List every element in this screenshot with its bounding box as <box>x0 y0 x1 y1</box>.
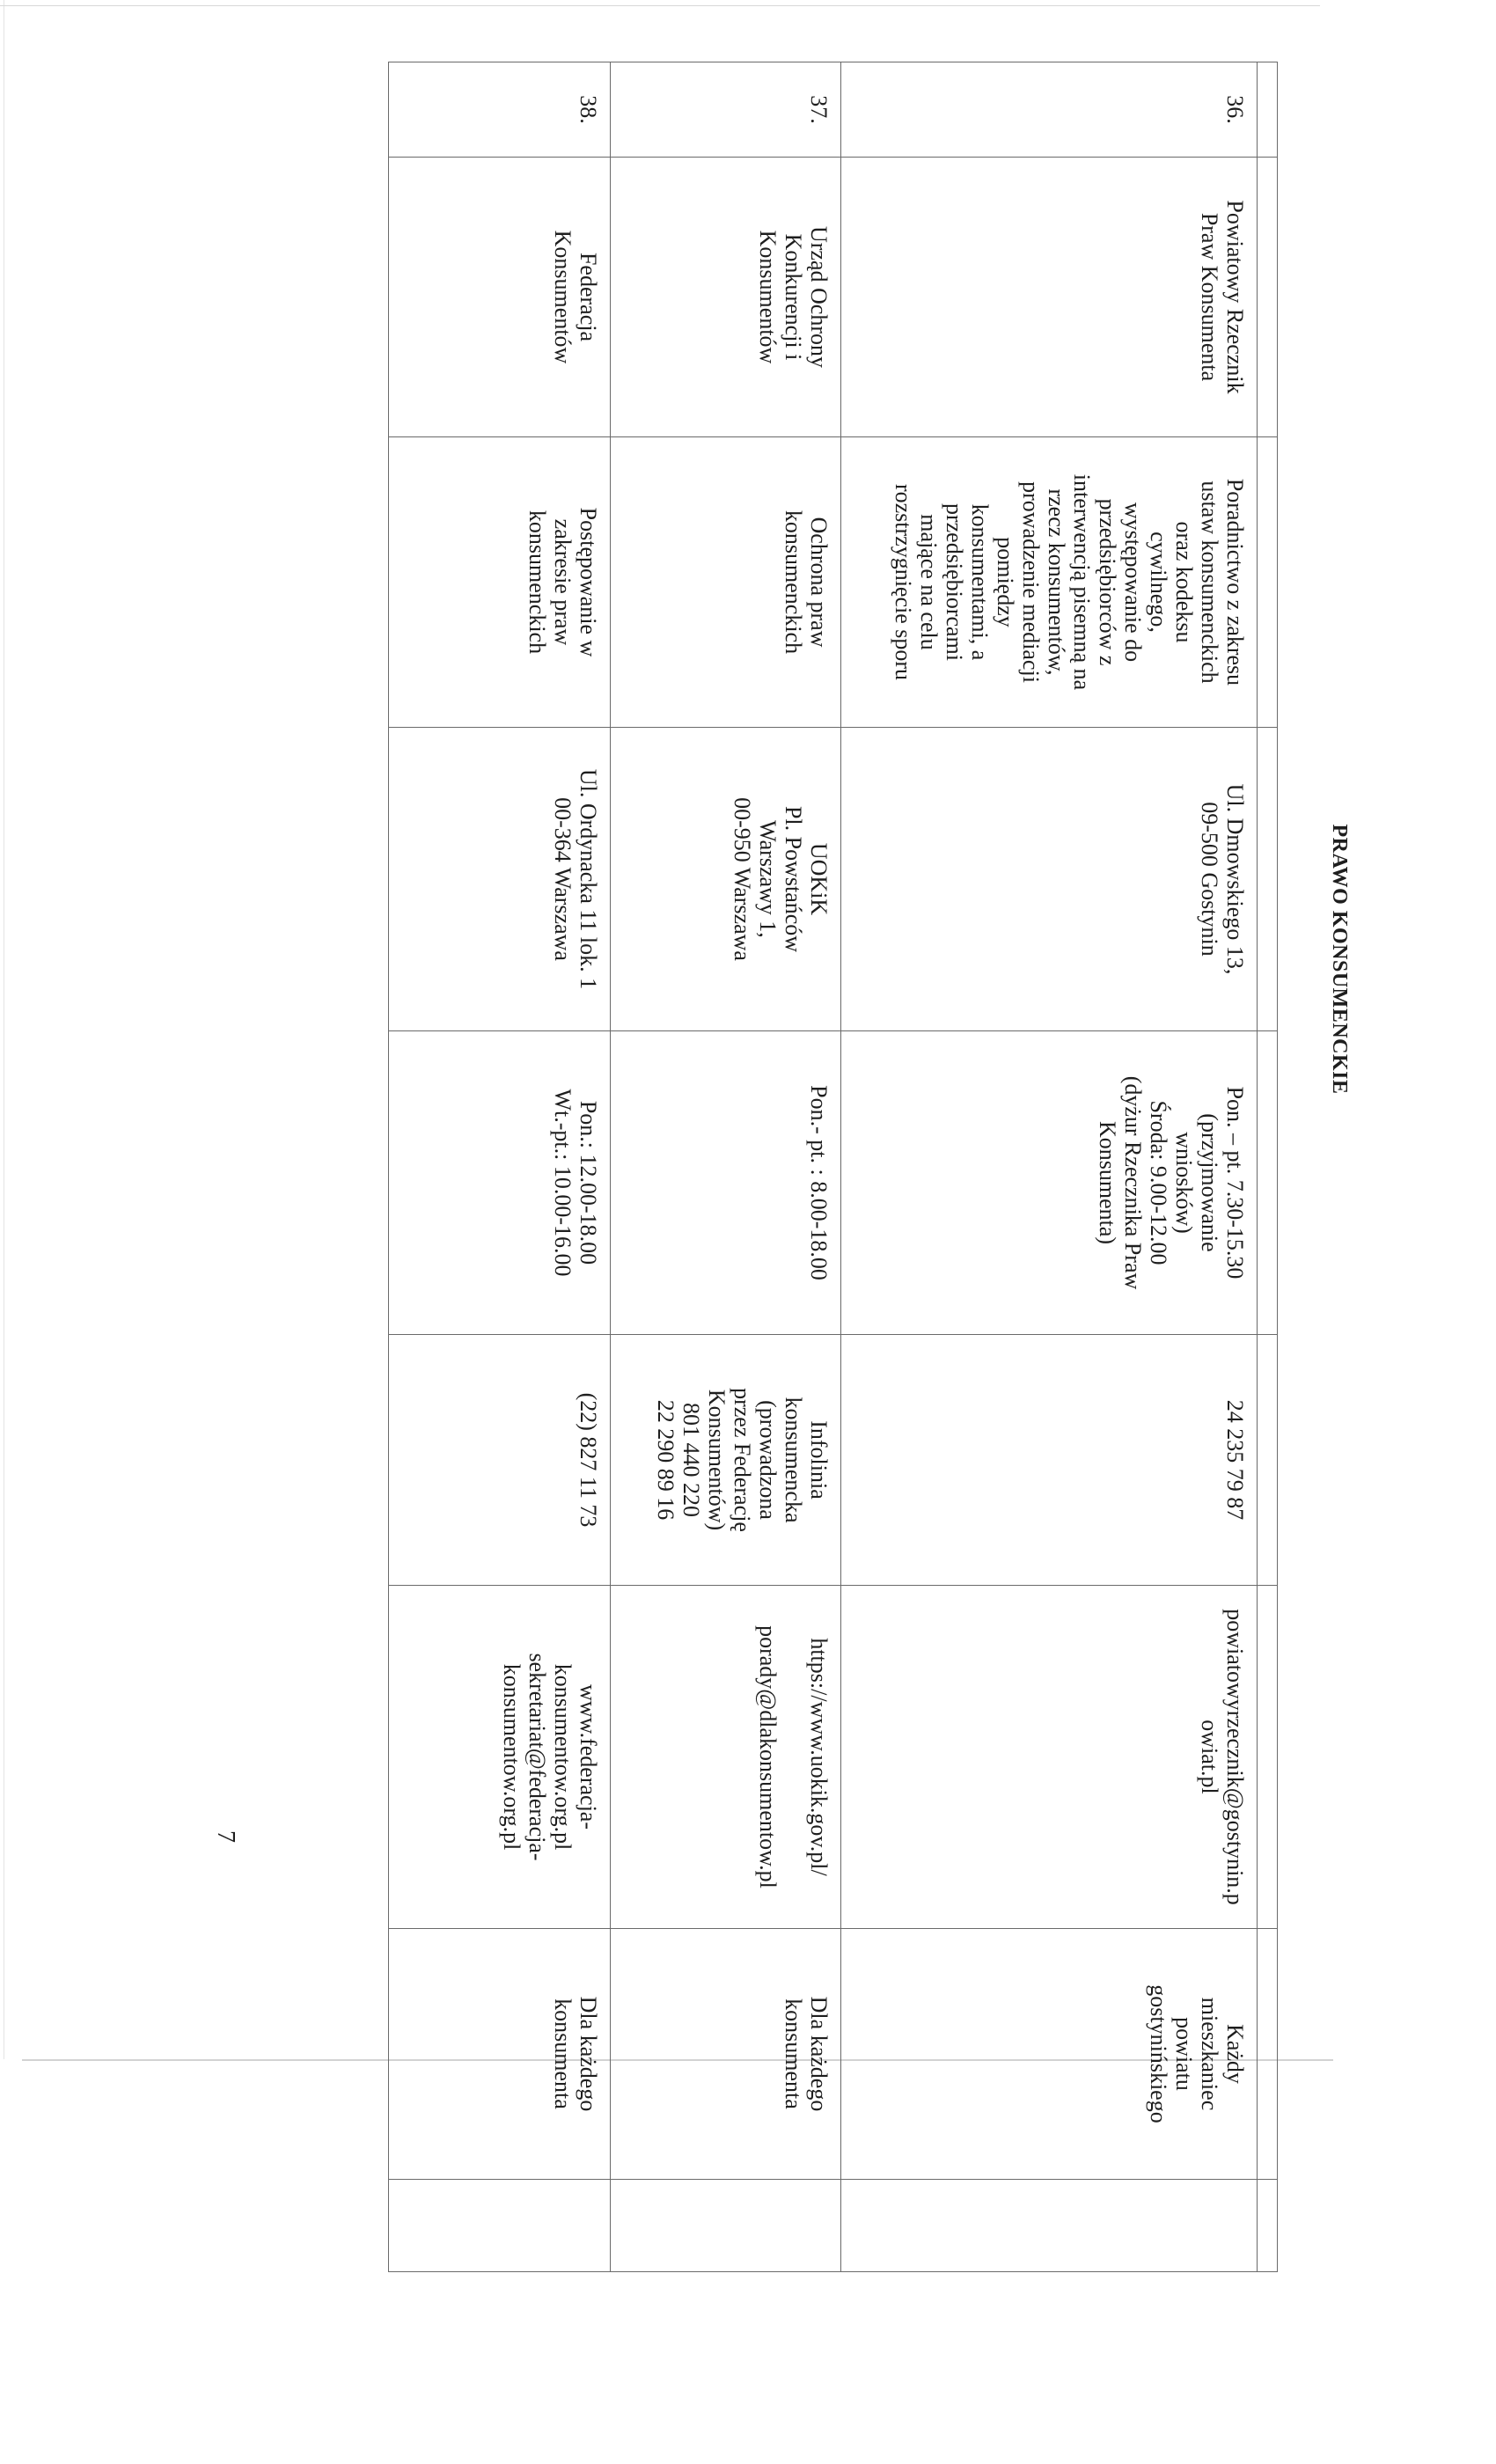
scope-cell: Postępowanie w zakresie praw konsumenckich <box>389 437 611 728</box>
institution-cell: Urząd Ochrony Konkurencji i Konsumentów <box>611 158 841 437</box>
header-cell <box>1258 158 1278 437</box>
header-cell <box>1258 1586 1278 1929</box>
header-cell <box>1258 437 1278 728</box>
hours-cell: Pon.: 12.00-18.00 Wt.-pt.: 10.00-16.00 <box>389 1031 611 1335</box>
web-email-cell: https://www.uokik.gov.pl/ porady@dlakonsumentow.pl <box>611 1586 841 1929</box>
empty-cell <box>841 2180 1258 2272</box>
address-cell: Ul. Ordynacka 11 lok. 1 00-364 Warszawa <box>389 728 611 1031</box>
scan-edge <box>0 5 1320 6</box>
row-number: 37. <box>611 62 841 158</box>
phone-cell: (22) 827 11 73 <box>389 1335 611 1586</box>
row-number: 38. <box>389 62 611 158</box>
header-cell <box>1258 1929 1278 2180</box>
header-cell <box>1258 62 1278 158</box>
hours-cell: Pon. – pt. 7.30-15.30 (przyjmowanie wniosków) Środa: 9.00-12.00 (dyżur Rzecznika Praw Konsumenta) <box>841 1031 1258 1335</box>
empty-cell <box>611 2180 841 2272</box>
header-cell <box>1258 728 1278 1031</box>
address-cell: Ul. Dmowskiego 13, 09-500 Gostynin <box>841 728 1258 1031</box>
row-number: 36. <box>841 62 1258 158</box>
institution-cell: Federacja Konsumentów <box>389 158 611 437</box>
page-number: 7 <box>212 1830 239 1843</box>
scope-cell: Ochrona praw konsumenckich <box>611 437 841 728</box>
page-title: PRAWO KONSUMENCKIE <box>1328 824 1351 1095</box>
table-header-row <box>1258 62 1278 2272</box>
phone-cell: 24 235 79 87 <box>841 1335 1258 1586</box>
header-cell <box>1258 1031 1278 1335</box>
consumer-law-table <box>388 62 1278 2272</box>
table-row <box>611 62 841 2272</box>
institution-cell: Powiatowy Rzecznik Praw Konsumenta <box>841 158 1258 437</box>
rotated-document-page <box>18 62 1355 2123</box>
address-cell: UOKiK Pl. Powstańców Warszawy 1, 00-950 Warszawa <box>611 728 841 1031</box>
for-whom-cell: Każdy mieszkaniec powiatu gostynińskiego <box>841 1929 1258 2180</box>
hours-cell: Pon.- pt. : 8.00-18.00 <box>611 1031 841 1335</box>
for-whom-cell: Dla każdego konsumenta <box>611 1929 841 2180</box>
table-row <box>841 62 1258 2272</box>
for-whom-cell: Dla każdego konsumenta <box>389 1929 611 2180</box>
web-email-cell: powiatowyrzecznik@gostynin.p owiat.pl <box>841 1586 1258 1929</box>
header-cell <box>1258 1335 1278 1586</box>
scope-cell: Poradnictwo z zakresu ustaw konsumenckich oraz kodeksu cywilnego, występowanie do przedsiębiorców z interwencją pisemną na rzecz konsumentów, prowadzenie mediacji pomiędzy konsumentami, a przedsiębiorcami mające na celu rozstrzygnięcie sporu <box>841 437 1258 728</box>
header-cell <box>1258 2180 1278 2272</box>
web-email-cell: www.federacja- konsumentow.org.pl sekretariat@federacja- konsumentow.org.pl <box>389 1586 611 1929</box>
phone-cell: Infolinia konsumencka (prowadzona przez Federację Konsumentów) 801 440 220 22 290 89 16 <box>611 1335 841 1586</box>
empty-cell <box>389 2180 611 2272</box>
table-row <box>389 62 611 2272</box>
